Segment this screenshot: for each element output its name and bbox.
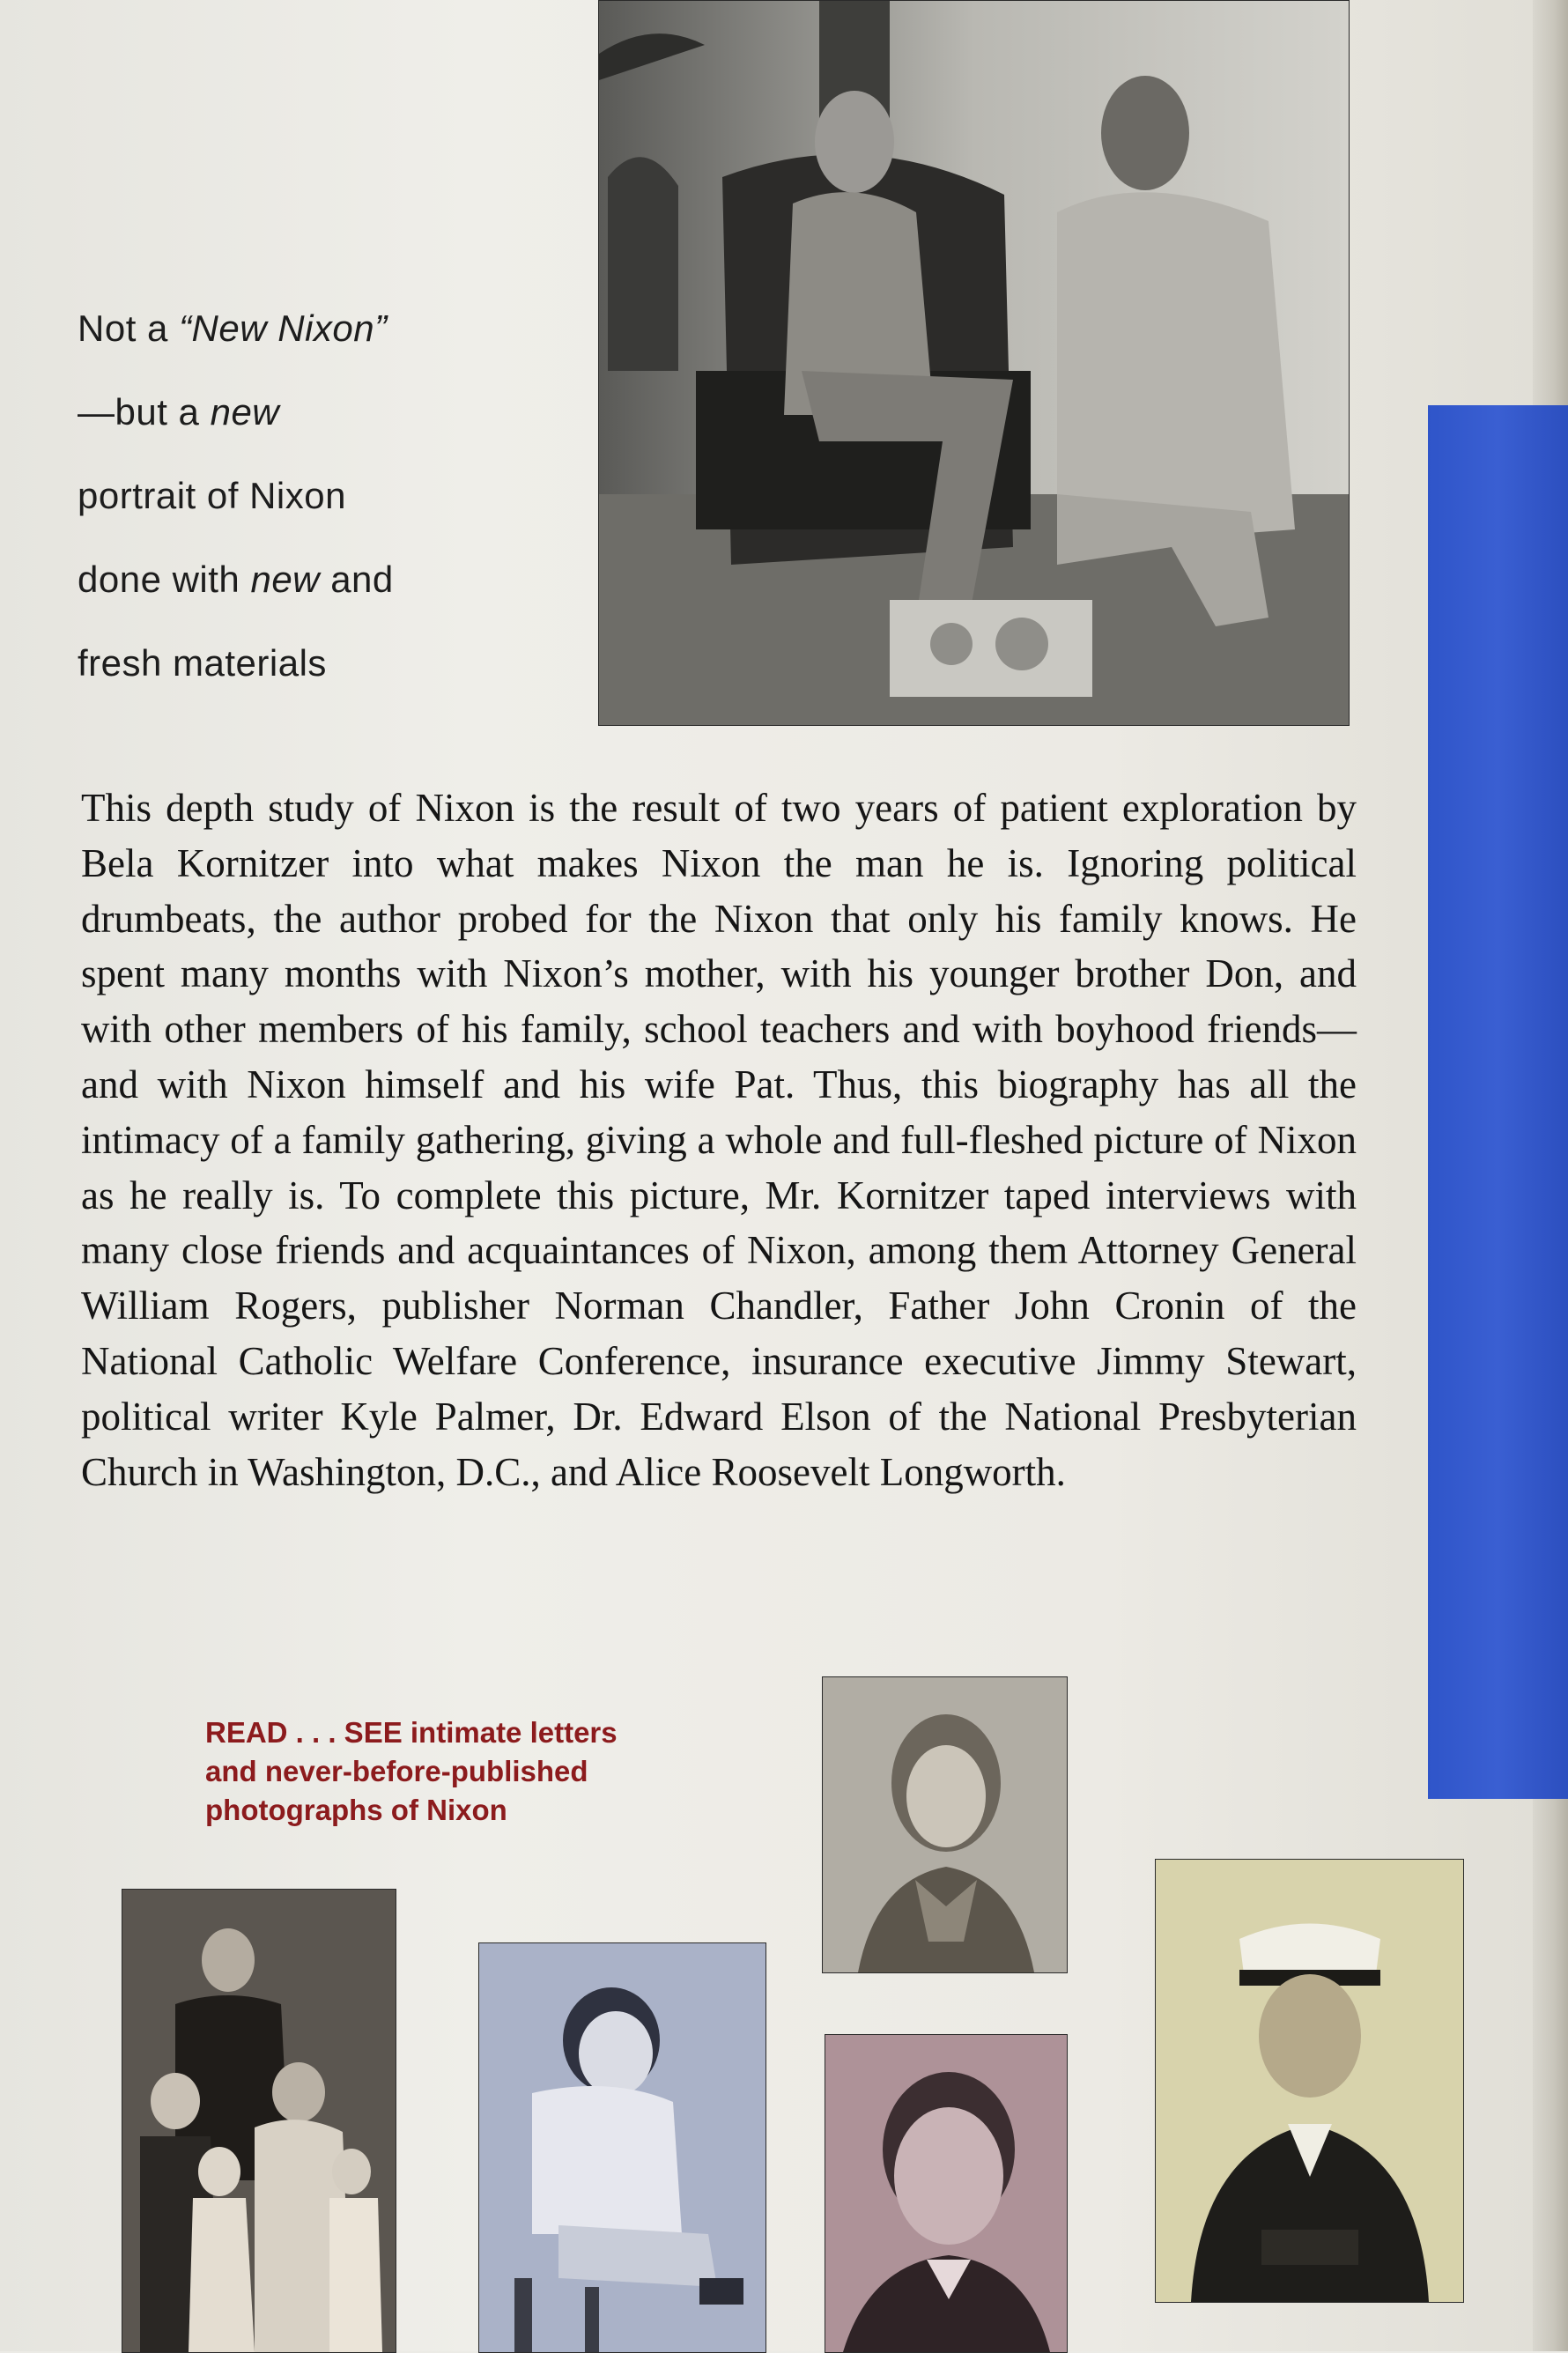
tagline-line-4: done with new and [78, 559, 394, 600]
family-group-photo [122, 1889, 396, 2353]
child-photo [478, 1942, 766, 2353]
woman-portrait-image [823, 1677, 1067, 1972]
naval-officer-photo [1155, 1859, 1464, 2303]
interview-photo-image [599, 1, 1349, 725]
read-note-line-3: photographs of Nixon [205, 1794, 507, 1826]
naval-officer-image [1156, 1860, 1463, 2302]
blue-accent-band [1428, 405, 1568, 1799]
interview-photo [598, 0, 1350, 726]
young-man-image [825, 2035, 1067, 2352]
tagline-line-3: portrait of Nixon [78, 475, 346, 516]
tagline-line-1: Not a “New Nixon” [78, 307, 388, 349]
family-group-image [122, 1890, 396, 2352]
read-note-line-1: READ . . . SEE intimate letters [205, 1716, 618, 1749]
woman-portrait-photo [822, 1676, 1068, 1973]
tagline-line-2: —but a new [78, 391, 280, 433]
description-paragraph: This depth study of Nixon is the result of two years of patient exploration by Bela Kornitzer into what makes Nixon the man he is. Ignoring political drumbeats, the author probed for the Nixon that only his family knows. He spent many months with Nixon’s mother, with his younger brother Don, and with other members of his family, school teachers and with boyhood friends—and with Nixon himself and his wife Pat. Thus, this biography has all the intimacy of a family gathering, giving a whole and full-fleshed picture of Nixon as he really is. To complete this picture, Mr. Kornitzer taped interviews with many close friends and acquaintances of Nixon, among them Attorney General William Rogers, publisher Norman Chandler, Father John Cronin of the National Catholic Welfare Conference, insurance executive Jimmy Stewart, political writer Kyle Palmer, Dr. Edward Elson of the National Presbyterian Church in Washington, D.C., and Alice Roosevelt Longworth. [81, 786, 1357, 1494]
read-note-line-2: and never-before-published [205, 1755, 588, 1787]
young-man-photo [825, 2034, 1068, 2353]
tagline [78, 286, 571, 705]
tagline-line-5: fresh materials [78, 642, 327, 684]
read-see-note [205, 1713, 734, 1830]
child-image [479, 1943, 766, 2352]
